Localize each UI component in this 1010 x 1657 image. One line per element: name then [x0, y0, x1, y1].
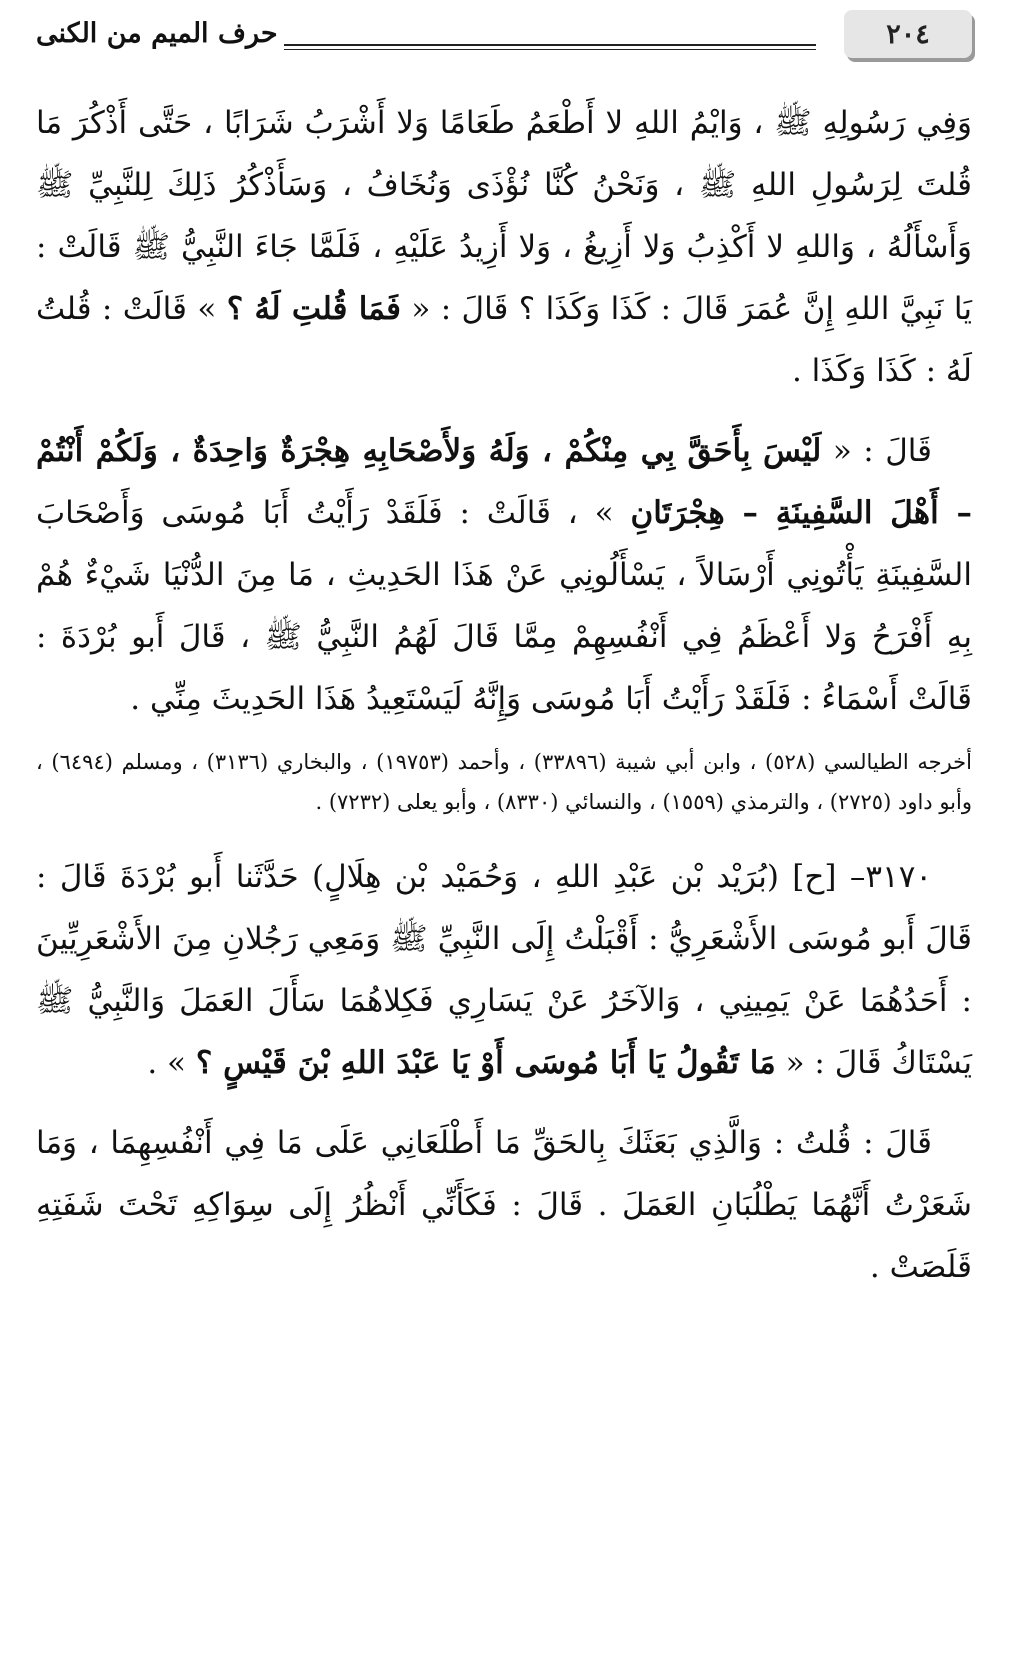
- page-header: [36, 10, 972, 66]
- page-number-tab: [844, 10, 972, 58]
- body-text: [36, 92, 972, 1298]
- paragraph: [36, 846, 972, 1094]
- text-segment: ٣١٧٠– [ح] (بُرَيْد بْن عَبْدِ اللهِ ، وَحُمَيْد بْن هِلَالٍ) حَدَّثَنا أَبو بُرْدَةَ قَالَ : قَالَ أَبو مُوسَى الأَشْعَرِيُّ : أَقْبَلْتُ إِلَى النَّبِيِّ ﷺ وَمَعِي رَجُلانِ مِنَ الأَشْعَرِيِّينَ : أَحَدُهُمَا عَنْ يَمِينِي ، وَالآخَرُ عَنْ يَسَارِي فَكِلاهُمَا سَأَلَ العَمَلَ وَالنَّبِيُّ ﷺ يَسْتَاكُ قَالَ : «: [36, 859, 972, 1081]
- hadith-quote: فَمَا قُلتِ لَهُ ؟: [226, 291, 401, 327]
- text-segment: » ، قَالَتْ : فَلَقَدْ رَأَيْتُ أَبَا مُوسَى وَأَصْحَابَ السَّفِينَةِ يَأْتُونِي أَرْسَالاً ، يَسْأَلُونِي عَنْ هَذَا الحَدِيثِ ، مَا مِنَ الدُّنْيَا شَيْءٌ هُمْ بِهِ أَفْرَحُ وَلا أَعْظَمُ فِي أَنْفُسِهِمْ مِمَّا قَالَ لَهُمُ النَّبِيُّ ﷺ ، قَالَ أَبو بُرْدَةَ : قَالَتْ أَسْمَاءُ : فَلَقَدْ رَأَيْتُ أَبَا مُوسَى وَإِنَّهُ لَيَسْتَعِيدُ هَذَا الحَدِيثَ مِنِّي .: [36, 495, 972, 717]
- header-rule: [284, 44, 816, 50]
- paragraph: [36, 1112, 972, 1298]
- text-segment: قَالَ : «: [821, 433, 932, 469]
- hadith-quote: لَيْسَ بِأَحَقَّ بِي مِنْكُمْ ، وَلَهُ وَلأَصْحَابِهِ هِجْرَةٌ وَاحِدَةٌ ، وَلَكُمْ أَنْتُمْ – أَهْلَ السَّفِينَةِ – هِجْرَتَانِ: [36, 433, 972, 531]
- text-segment: قَالَ : قُلتُ : وَالَّذِي بَعَثَكَ بِالحَقِّ مَا أَطْلَعَانِي عَلَى مَا فِي أَنْفُسِهِمَا ، وَمَا شَعَرْتُ أَنَّهُمَا يَطْلُبَانِ العَمَلَ . قَالَ : فَكَأَنِّي أَنْظُرُ إِلَى سِوَاكِهِ تَحْتَ شَفَتِهِ قَلَصَتْ .: [36, 1125, 972, 1285]
- footnote: أخرجه الطيالسي (٥٢٨) ، وابن أبي شيبة (٣٣٨٩٦) ، وأحمد (١٩٧٥٣) ، والبخاري (٣١٣٦) ، ومسلم (٦٤٩٤) ، وأبو داود (٢٧٢٥) ، والترمذي (١٥٥٩) ، والنسائي (٨٣٣٠) ، وأبو يعلى (٧٢٣٢) .: [36, 750, 973, 814]
- page-number: ٢٠٤: [886, 18, 930, 50]
- text-segment: » قَالَتْ : قُلتُ لَهُ : كَذَا وَكَذَا .: [36, 291, 972, 389]
- paragraph: [36, 420, 972, 730]
- text-segment: وَفِي رَسُولِهِ ﷺ ، وَايْمُ اللهِ لا أَطْعَمُ طَعَامًا وَلا أَشْرَبُ شَرَابًا ، حَتَّى أَذْكُرَ مَا قُلتَ لِرَسُولِ اللهِ ﷺ ، وَنَحْنُ كُنَّا نُؤْذَى وَنُخَافُ ، وَسَأَذْكُرُ ذَلِكَ لِلنَّبِيِّ ﷺ وَأَسْأَلُهُ ، وَاللهِ لا أَكْذِبُ وَلا أَزِيغُ ، وَلا أَزِيدُ عَلَيْهِ ، فَلَمَّا جَاءَ النَّبِيُّ ﷺ قَالَتْ : يَا نَبِيَّ اللهِ إِنَّ عُمَرَ قَالَ : كَذَا وَكَذَا ؟ قَالَ : «: [36, 105, 973, 327]
- paragraph: [36, 92, 972, 402]
- hadith-quote: مَا تَقُولُ يَا أَبَا مُوسَى أَوْ يَا عَبْدَ اللهِ بْنَ قَيْسٍ ؟: [195, 1045, 776, 1081]
- chapter-title: حرف الميم من الكنى: [36, 18, 278, 49]
- paragraphs-after-footnote: [36, 846, 972, 1298]
- paragraphs-before-footnote: [36, 92, 972, 730]
- text-segment: » .: [147, 1045, 196, 1081]
